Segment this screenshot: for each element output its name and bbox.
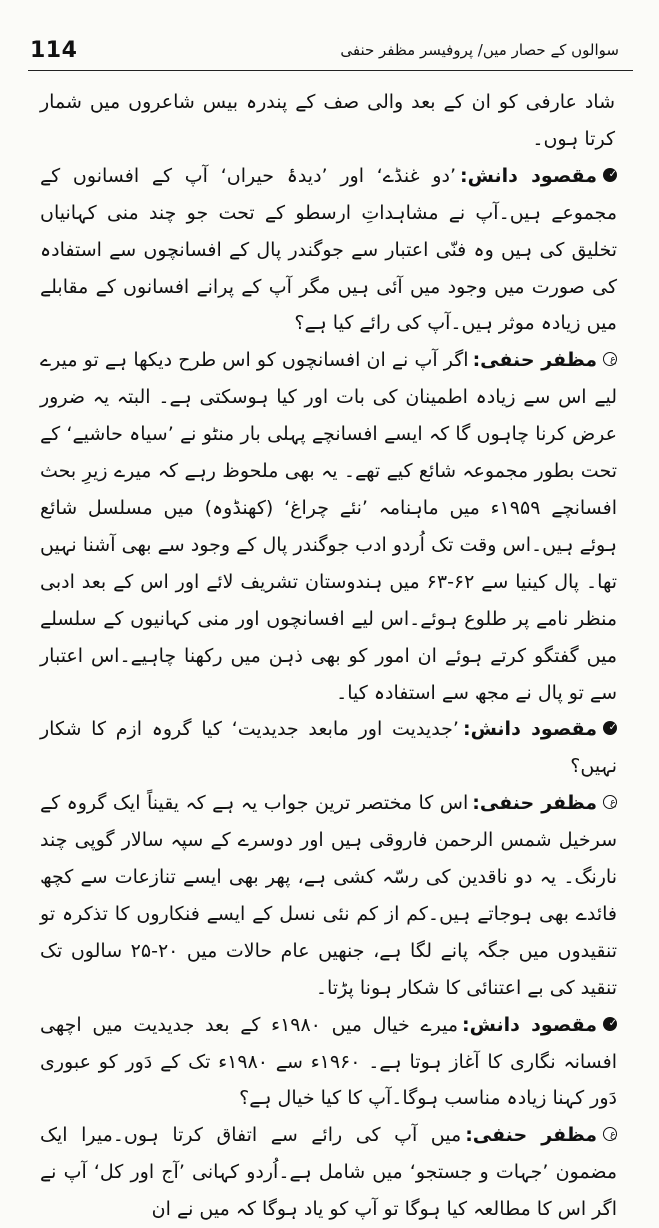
paragraph-text: ’دو غنڈے‘ اور ’دیدۂ حیراں‘ آپ کے افسانوں کے مجموعے ہیں۔آپ نے مشاہداتِ ارسطو کے تحت جو چند منی کہانیاں تخلیق کی ہیں وہ فنّی اعتبار سے جوگندر پال کے افسانچوں سے استفادہ کی صورت میں وجود میں آئی ہیں مگر آپ کے پرانے افسانوں کے مقابلے میں زیادہ موثر ہیں۔آپ کی رائے کیا ہے؟ <box>40 164 617 335</box>
question-marker-icon: ✓ <box>603 721 617 735</box>
paragraph-text: اگر آپ نے ان افسانچوں کو اس طرح دیکھا ہے تو میرے لیے اس سے زیادہ اطمینان کی بات اور کیا ہوسکتی ہے۔ البتہ یہ ضرور عرض کرنا چاہوں گا کہ ایسے افسانچے پہلی بار منٹو نے ’سیاہ حاشیے‘ کے تحت بطور مجموعہ شائع کیے تھے۔ یہ بھی ملحوظ رہے کہ میرے زیرِ بحث افسانچے ۱۹۵۹ء میں ماہنامہ ’نئے چراغ‘ (کھنڈوہ) میں مسلسل شائع ہوئے ہیں۔اس وقت تک اُردو ادب جوگندر پال کے وجود سے بھی آشنا نہیں تھا۔ پال کینیا سے ۶۲-۶۳ میں ہندوستان تشریف لائے اور اس کے بعد ادبی منظر نامے پر طلوع ہوئے۔اس لیے افسانچوں اور منی کہانیوں کے سلسلے میں گفتگو کرتے ہوئے ان امور کو بھی ذہن میں رکھنا چاہیے۔اس اعتبار سے تو پال نے مجھ سے استفادہ کیا۔ <box>40 349 617 704</box>
answer-paragraph <box>40 1117 617 1228</box>
question-paragraph <box>40 711 617 785</box>
paragraph-text: ’جدیدیت اور مابعد جدیدیت‘ کیا گروہ ازم کا شکار نہیں؟ <box>40 718 617 778</box>
question-paragraph <box>40 1007 617 1118</box>
question-marker-icon: ✓ <box>603 1017 617 1031</box>
paragraph-text: شاد عارفی کو ان کے بعد والی صف کے پندرہ بیس شاعروں میں شمار کرتا ہوں۔ <box>40 91 615 150</box>
page-body <box>40 84 617 1228</box>
answer-marker-icon: ع <box>603 352 617 366</box>
page-header <box>30 28 619 72</box>
speaker-label: مقصود دانش: <box>459 164 597 187</box>
speaker-label: مظفر حنفی: <box>472 792 598 815</box>
answer-marker-icon: ع <box>603 795 617 809</box>
question-marker-icon: ✓ <box>603 168 617 182</box>
running-head: سوالوں کے حصار میں/ پروفیسر مظفر حنفی <box>340 41 619 59</box>
page-number: 114 <box>30 37 78 63</box>
answer-paragraph <box>40 342 617 711</box>
paragraph-text: میرے خیال میں ۱۹۸۰ء کے بعد جدیدیت میں اچھی افسانہ نگاری کا آغاز ہوتا ہے۔ ۱۹۶۰ء سے ۱۹۸۰ء تک کے دَور کو عبوری دَور کہنا زیادہ مناسب ہوگا۔آپ کا کیا خیال ہے؟ <box>40 1013 617 1110</box>
header-rule <box>28 70 633 71</box>
paragraph-text: اس کا مختصر ترین جواب یہ ہے کہ یقیناً ایک گروہ کے سرخیل شمس الرحمن فاروقی ہیں اور دوسرے کے سپہ سالار گوپی چند نارنگ۔ یہ دو ناقدین کی رسّہ کشی ہے، پھر بھی ایسے تنازعات سے کچھ فائدے بھی ہوجاتے ہیں۔کم از کم نئی نسل کے ایسے فنکاروں کا تذکرہ تو تنقیدوں میں جگہ پانے لگا ہے، جنھیں عام حالات میں ۲۰-۲۵ سالوں تک تنقید کی بے اعتنائی کا شکار ہونا پڑتا۔ <box>40 792 618 999</box>
speaker-label: مظفر حنفی: <box>465 1124 598 1147</box>
speaker-label: مقصود دانش: <box>462 718 597 741</box>
continuation-paragraph <box>40 84 617 158</box>
speaker-label: مظفر حنفی: <box>472 349 597 372</box>
answer-paragraph <box>40 785 617 1006</box>
paragraph-text: میں آپ کی رائے سے اتفاق کرتا ہوں۔میرا ایک مضمون ’جہات و جستجو‘ میں شامل ہے۔اُردو کہانی ’آج اور کل‘ آپ نے اگر اس کا مطالعہ کیا ہوگا تو آپ کو یاد ہوگا کہ میں نے ان <box>40 1124 617 1221</box>
speaker-label: مقصود دانش: <box>462 1013 598 1036</box>
answer-marker-icon: ع <box>603 1127 617 1141</box>
question-paragraph <box>40 158 617 343</box>
